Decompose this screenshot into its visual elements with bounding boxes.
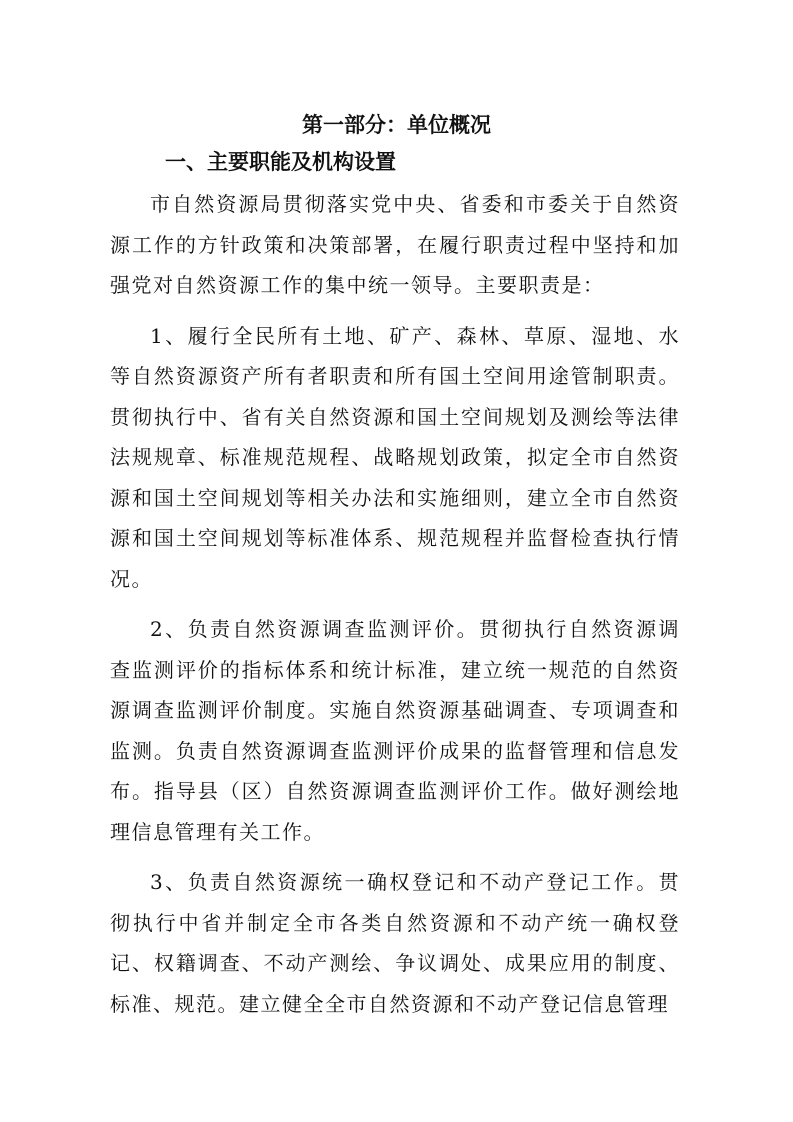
- paragraph-duty-2: 2、负责自然资源调查监测评价。贯彻执行自然资源调查监测评价的指标体系和统计标准，建立统一规范的自然资源调查监测评价制度。实施自然资源基础调查、专项调查和监测。负责自然资源调查监测评价成果的监督管理和信息发布。指导县（区）自然资源调查监测评价工作。做好测绘地理信息管理有关工作。: [110, 617, 680, 844]
- paragraph-intro: 市自然资源局贯彻落实党中央、省委和市委关于自然资源工作的方针政策和决策部署，在履行职责过程中坚持和加强党对自然资源工作的集中统一领导。主要职责是：: [110, 192, 680, 297]
- page-title: 第一部分：单位概况: [302, 113, 491, 137]
- body-text: [110, 184, 680, 1034]
- paragraph-duty-1: 1、履行全民所有土地、矿产、森林、草原、湿地、水等自然资源资产所有者职责和所有国土空间用途管制职责。贯彻执行中、省有关自然资源和国土空间规划及测绘等法律法规规章、标准规范规程、战略规划政策，拟定全市自然资源和国土空间规划等相关办法和实施细则，建立全市自然资源和国土空间规划等标准体系、规范规程并监督检查执行情况。: [110, 323, 680, 591]
- section-heading: 一、主要职能及机构设置: [165, 150, 396, 174]
- paragraph-duty-3: 3、负责自然资源统一确权登记和不动产登记工作。贯彻执行中省并制定全市各类自然资源和不动产统一确权登记、权籍调查、不动产测绘、争议调处、成果应用的制度、标准、规范。建立健全全市自然资源和不动产登记信息管理: [110, 870, 680, 1016]
